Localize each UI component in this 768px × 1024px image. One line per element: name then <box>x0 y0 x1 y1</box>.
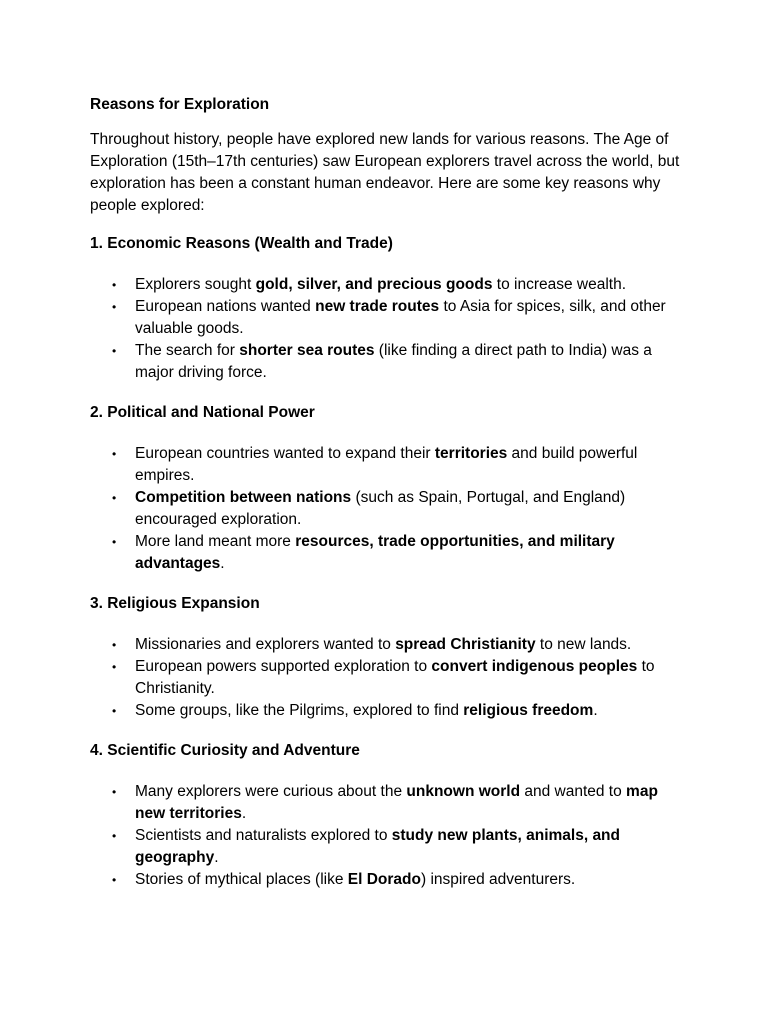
item-emphasis: new trade routes <box>315 298 440 315</box>
list-item <box>90 700 690 722</box>
item-emphasis: unknown world <box>406 783 521 800</box>
item-text: Missionaries and explorers wanted to <box>135 636 396 653</box>
sections-container <box>90 233 690 891</box>
list-item <box>90 340 690 384</box>
item-text: Explorers sought <box>135 276 256 293</box>
item-emphasis: shorter sea routes <box>239 342 375 359</box>
item-text: ) inspired adventurers. <box>420 871 576 888</box>
item-text: European nations wanted <box>135 298 316 315</box>
section-heading: 1. Economic Reasons (Wealth and Trade) <box>90 235 393 252</box>
list-item <box>90 443 690 487</box>
list-item <box>90 487 690 531</box>
section-heading: 2. Political and National Power <box>90 404 315 421</box>
list-item <box>90 656 690 700</box>
item-text: (like finding a direct path to India) was a major driving force. <box>135 342 652 381</box>
item-emphasis: religious freedom <box>463 702 594 719</box>
bullet-icon: • <box>112 785 117 799</box>
item-text: European powers supported exploration to <box>135 658 432 675</box>
item-text: to Asia for spices, silk, and other valuable goods. <box>135 298 666 337</box>
bullet-list <box>90 781 690 891</box>
bullet-icon: • <box>112 344 117 358</box>
list-item <box>90 274 690 296</box>
list-item <box>90 634 690 656</box>
intro-paragraph: Throughout history, people have explored new lands for various reasons. The Age of Exploration (15th–17th centuries) saw European explorers travel across the world, but exploration has been a constant human endeavor. Here are some key reasons why people explored: <box>90 131 680 214</box>
bullet-list <box>90 443 690 575</box>
item-text: Stories of mythical places (like <box>135 871 348 888</box>
item-text: Many explorers were curious about the <box>135 783 407 800</box>
list-item <box>90 296 690 340</box>
section-heading: 3. Religious Expansion <box>90 595 260 612</box>
bullet-icon: • <box>112 300 117 314</box>
item-text: More land meant more <box>135 533 296 550</box>
section-heading: 4. Scientific Curiosity and Adventure <box>90 742 360 759</box>
bullet-icon: • <box>112 491 117 505</box>
item-emphasis: Competition between nations <box>135 489 352 506</box>
item-text: . <box>214 849 219 866</box>
item-text: to Christianity. <box>135 658 655 697</box>
item-emphasis: map new territories <box>135 783 658 822</box>
item-text: and build powerful empires. <box>135 445 638 484</box>
item-text: . <box>220 555 225 572</box>
item-emphasis: resources, trade opportunities, and military advantages <box>135 533 615 572</box>
item-text: . <box>241 805 247 822</box>
document-body <box>90 94 690 909</box>
bullet-icon: • <box>112 704 117 718</box>
item-text: . <box>593 702 598 719</box>
document-title: Reasons for Exploration <box>90 96 270 113</box>
list-item <box>90 825 690 869</box>
item-emphasis: convert indigenous peoples <box>431 658 638 675</box>
item-text: to new lands. <box>535 636 632 653</box>
item-text: and wanted to <box>520 783 627 800</box>
item-text: (such as Spain, Portugal, and England) encouraged exploration. <box>135 489 626 528</box>
item-text: to increase wealth. <box>492 276 627 293</box>
list-item <box>90 531 690 575</box>
item-emphasis: gold, silver, and precious goods <box>255 276 493 293</box>
list-item <box>90 869 690 891</box>
bullet-icon: • <box>112 278 117 292</box>
bullet-icon: • <box>112 535 117 549</box>
item-text: Scientists and naturalists explored to <box>135 827 392 844</box>
list-item <box>90 781 690 825</box>
item-emphasis: spread Christianity <box>395 636 536 653</box>
bullet-list <box>90 274 690 384</box>
bullet-icon: • <box>112 829 117 843</box>
item-emphasis: territories <box>434 445 508 462</box>
bullet-list <box>90 634 690 722</box>
item-text: European countries wanted to expand their <box>135 445 435 462</box>
bullet-icon: • <box>112 447 117 461</box>
bullet-icon: • <box>112 638 117 652</box>
bullet-icon: • <box>112 660 117 674</box>
item-emphasis: study new plants, animals, and geography <box>135 827 620 866</box>
item-text: Some groups, like the Pilgrims, explored to find <box>135 702 464 719</box>
bullet-icon: • <box>112 873 117 887</box>
item-text: The search for <box>135 342 240 359</box>
item-emphasis: El Dorado <box>347 871 421 888</box>
